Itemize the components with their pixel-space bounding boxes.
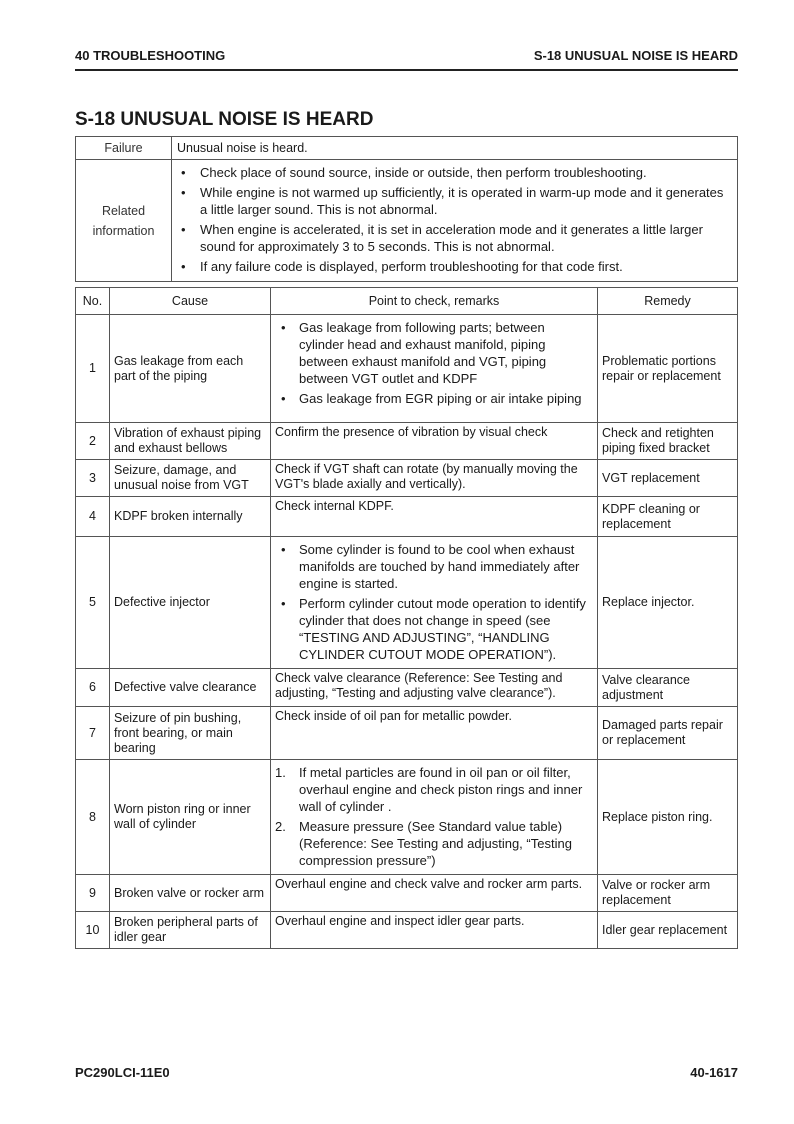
row-check: Overhaul engine and check valve and rocker arm parts.	[271, 875, 598, 912]
row-cause: Seizure of pin bushing, front bearing, or main bearing	[110, 707, 271, 760]
check-bullet: • Gas leakage from following parts; between cylinder head and exhaust manifold, piping between exhaust manifold and VGT, piping between VGT outlet and KDPF	[275, 319, 593, 387]
col-header-no: No.	[76, 288, 110, 315]
row-remedy: Valve clearance adjustment	[598, 669, 738, 707]
row-check	[271, 537, 598, 669]
row-number: 9	[76, 875, 110, 912]
failure-label: Failure	[76, 137, 172, 160]
row-number: 5	[76, 537, 110, 669]
check-bullet: • Gas leakage from EGR piping or air intake piping	[275, 390, 593, 407]
row-number: 8	[76, 760, 110, 875]
table-row	[76, 760, 738, 875]
page-header	[75, 48, 738, 68]
row-remedy: Damaged parts repair or replacement	[598, 707, 738, 760]
check-bullet-list	[275, 541, 593, 663]
header-rule	[75, 69, 738, 71]
related-item: • If any failure code is displayed, perform troubleshooting for that code first.	[178, 258, 732, 275]
table-row	[76, 875, 738, 912]
row-remedy: KDPF cleaning or replacement	[598, 497, 738, 537]
step-number: 2.	[275, 819, 286, 834]
row-number: 3	[76, 460, 110, 497]
page-title: S-18 UNUSUAL NOISE IS HEARD	[75, 109, 374, 130]
row-number: 4	[76, 497, 110, 537]
row-cause: Worn piston ring or inner wall of cylinder	[110, 760, 271, 875]
row-number: 1	[76, 315, 110, 423]
row-remedy: Valve or rocker arm replacement	[598, 875, 738, 912]
check-bullet-list	[275, 319, 593, 407]
row-cause: Broken peripheral parts of idler gear	[110, 912, 271, 949]
row-number: 10	[76, 912, 110, 949]
row-remedy: Check and retighten piping fixed bracket	[598, 423, 738, 460]
failure-row	[76, 137, 738, 160]
header-section: S-18 UNUSUAL NOISE IS HEARD	[533, 48, 738, 63]
row-check: Check inside of oil pan for metallic powder.	[271, 707, 598, 760]
table-row	[76, 707, 738, 760]
header-chapter: 40 TROUBLESHOOTING	[75, 48, 226, 63]
table-row	[76, 669, 738, 707]
related-label-line-2: information	[92, 223, 155, 238]
row-cause: Seizure, damage, and unusual noise from VGT	[110, 460, 271, 497]
col-header-cause: Cause	[110, 288, 271, 315]
table-row	[76, 497, 738, 537]
check-bullet: • Some cylinder is found to be cool when exhaust manifolds are touched by hand immediately after engine is started.	[275, 541, 593, 592]
row-cause: Gas leakage from each part of the piping	[110, 315, 271, 423]
related-item: • While engine is not warmed up sufficiently, it is operated in warm-up mode and it generates a little larger sound. This is not abnormal.	[178, 184, 732, 218]
row-remedy: Replace piston ring.	[598, 760, 738, 875]
related-label-line-1: Related	[101, 203, 146, 218]
row-number: 2	[76, 423, 110, 460]
row-remedy: Problematic portions repair or replacement	[598, 315, 738, 423]
related-info-content	[172, 160, 738, 282]
related-info-label	[76, 160, 172, 282]
row-check	[271, 315, 598, 423]
check-step	[275, 818, 593, 869]
row-check: Overhaul engine and inspect idler gear parts.	[271, 912, 598, 949]
row-number: 7	[76, 707, 110, 760]
related-info-row	[76, 160, 738, 282]
footer-page-number: 40-1617	[690, 1065, 738, 1080]
related-info-list	[172, 160, 737, 281]
step-text: If metal particles are found in oil pan or oil filter, overhaul engine and check piston rings and inner wall of cylinder .	[299, 765, 583, 814]
table-row	[76, 912, 738, 949]
table-header-row	[76, 288, 738, 315]
step-text: Measure pressure (See Standard value table) (Reference: See Testing and adjusting, “Testing compression pressure”)	[299, 819, 572, 868]
row-cause: Defective injector	[110, 537, 271, 669]
related-item: • Check place of sound source, inside or outside, then perform troubleshooting.	[178, 164, 732, 181]
cause-remedy-table	[75, 287, 738, 949]
row-cause: Vibration of exhaust piping and exhaust bellows	[110, 423, 271, 460]
row-cause: KDPF broken internally	[110, 497, 271, 537]
table-row	[76, 315, 738, 423]
failure-info-table	[75, 136, 738, 282]
table-row	[76, 423, 738, 460]
row-check: Check if VGT shaft can rotate (by manually moving the VGT's blade axially and vertically).	[271, 460, 598, 497]
row-check: Check internal KDPF.	[271, 497, 598, 537]
footer-model: PC290LCI-11E0	[75, 1065, 170, 1080]
row-check: Check valve clearance (Reference: See Testing and adjusting, “Testing and adjusting valve clearance”).	[271, 669, 598, 707]
row-cause: Broken valve or rocker arm	[110, 875, 271, 912]
table-row	[76, 537, 738, 669]
step-number: 1.	[275, 765, 286, 780]
row-remedy: Idler gear replacement	[598, 912, 738, 949]
check-step	[275, 764, 593, 815]
row-remedy: Replace injector.	[598, 537, 738, 669]
failure-value: Unusual noise is heard.	[172, 137, 738, 160]
related-item: • When engine is accelerated, it is set in acceleration mode and it generates a little larger sound for approximately 3 to 5 seconds. This is not abnormal.	[178, 221, 732, 255]
row-check	[271, 760, 598, 875]
row-remedy: VGT replacement	[598, 460, 738, 497]
check-bullet: • Perform cylinder cutout mode operation to identify cylinder that does not change in speed (see “TESTING AND ADJUSTING”, “HANDLING CYLINDER CUTOUT MODE OPERATION”).	[275, 595, 593, 663]
col-header-remedy: Remedy	[598, 288, 738, 315]
table-row	[76, 460, 738, 497]
check-numbered-list	[275, 764, 593, 869]
col-header-check: Point to check, remarks	[271, 288, 598, 315]
row-number: 6	[76, 669, 110, 707]
row-cause: Defective valve clearance	[110, 669, 271, 707]
row-check: Confirm the presence of vibration by visual check	[271, 423, 598, 460]
